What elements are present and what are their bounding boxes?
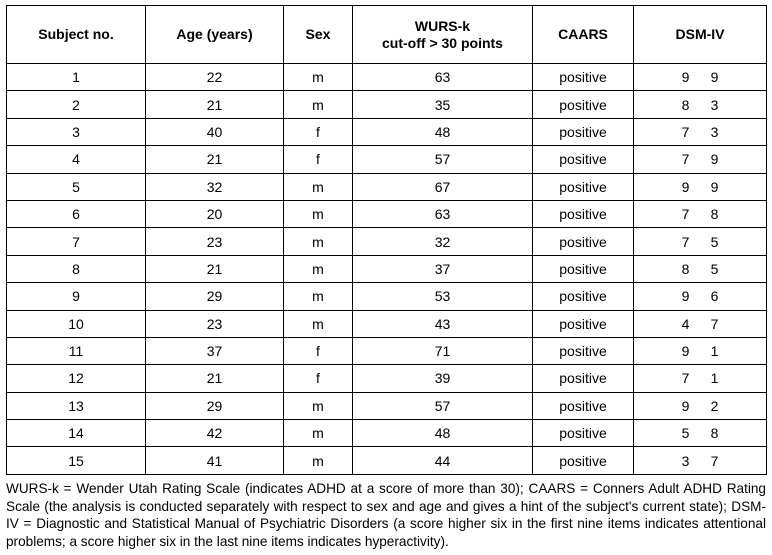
caars-cell: positive [533, 91, 634, 118]
sex-cell: m [284, 200, 353, 227]
table-row [7, 365, 767, 392]
age-cell: 21 [146, 365, 284, 392]
table-row [7, 173, 767, 200]
caars-cell: positive [533, 337, 634, 364]
dsm-iv-hyperactivity-score: 3 [710, 123, 719, 140]
dsm-iv-cell [634, 64, 767, 91]
dsm-iv-cell [634, 228, 767, 255]
dsm-iv-hyperactivity-score: 5 [710, 260, 719, 277]
age-cell: 23 [146, 228, 284, 255]
subject-cell: 9 [7, 283, 146, 310]
sex-cell: f [284, 118, 353, 145]
subject-cell: 15 [7, 447, 146, 474]
sex-cell: m [284, 447, 353, 474]
dsm-iv-cell [634, 255, 767, 282]
dsm-iv-hyperactivity-score: 6 [710, 288, 719, 305]
subject-cell: 2 [7, 91, 146, 118]
dsm-iv-cell [634, 337, 767, 364]
header-caars: CAARS [533, 6, 634, 64]
subject-table [6, 5, 767, 475]
sex-cell: f [284, 365, 353, 392]
dsm-iv-hyperactivity-score: 7 [710, 452, 719, 469]
subject-cell: 11 [7, 337, 146, 364]
header-subject-no: Subject no. [7, 6, 146, 64]
dsm-iv-hyperactivity-score: 7 [710, 315, 719, 332]
age-cell: 37 [146, 337, 284, 364]
dsm-iv-attention-score: 5 [681, 425, 690, 442]
wurs-k-cell: 67 [353, 173, 533, 200]
wurs-k-cell: 57 [353, 146, 533, 173]
table-footnote: WURS-k = Wender Utah Rating Scale (indicates ADHD at a score of more than 30); CAARS = Conners Adult ADHD Rating Scale (the analysis is conducted separately with respect to sex and age and gives a hint of the subject's current state); DSM-IV = Diagnostic and Statistical Manual of Psychiatric Disorders (a score higher six in the first nine items indicates attentional problems; a score higher six in the last nine items indicates hyperactivity). [6, 481, 766, 549]
wurs-k-cell: 53 [353, 283, 533, 310]
table-row [7, 91, 767, 118]
caars-cell: positive [533, 447, 634, 474]
dsm-iv-cell [634, 420, 767, 447]
dsm-iv-hyperactivity-score: 3 [710, 96, 719, 113]
caars-cell: positive [533, 146, 634, 173]
caars-cell: positive [533, 173, 634, 200]
dsm-iv-cell [634, 365, 767, 392]
dsm-iv-cell [634, 173, 767, 200]
table-row [7, 420, 767, 447]
table-row [7, 146, 767, 173]
dsm-iv-attention-score: 7 [681, 370, 690, 387]
table-row [7, 392, 767, 419]
dsm-iv-attention-score: 7 [681, 233, 690, 250]
dsm-iv-hyperactivity-score: 1 [710, 370, 719, 387]
subject-table-container [6, 5, 766, 475]
age-cell: 20 [146, 200, 284, 227]
wurs-k-cell: 63 [353, 200, 533, 227]
dsm-iv-cell [634, 200, 767, 227]
dsm-iv-hyperactivity-score: 9 [710, 69, 719, 86]
caars-cell: positive [533, 64, 634, 91]
age-cell: 32 [146, 173, 284, 200]
table-body [7, 64, 767, 475]
dsm-iv-attention-score: 9 [681, 288, 690, 305]
age-cell: 21 [146, 146, 284, 173]
caars-cell: positive [533, 255, 634, 282]
dsm-iv-cell [634, 447, 767, 474]
dsm-iv-hyperactivity-score: 8 [710, 206, 719, 223]
sex-cell: m [284, 392, 353, 419]
subject-cell: 14 [7, 420, 146, 447]
caars-cell: positive [533, 392, 634, 419]
subject-cell: 10 [7, 310, 146, 337]
dsm-iv-cell [634, 146, 767, 173]
table-row [7, 337, 767, 364]
wurs-k-cell: 32 [353, 228, 533, 255]
header-sex: Sex [284, 6, 353, 64]
age-cell: 23 [146, 310, 284, 337]
wurs-k-cell: 43 [353, 310, 533, 337]
age-cell: 41 [146, 447, 284, 474]
table-row [7, 283, 767, 310]
header-age: Age (years) [146, 6, 284, 64]
dsm-iv-attention-score: 7 [681, 123, 690, 140]
dsm-iv-cell [634, 118, 767, 145]
dsm-iv-hyperactivity-score: 1 [710, 343, 719, 360]
sex-cell: m [284, 173, 353, 200]
dsm-iv-cell [634, 91, 767, 118]
wurs-k-cell: 48 [353, 118, 533, 145]
dsm-iv-hyperactivity-score: 9 [710, 151, 719, 168]
sex-cell: f [284, 146, 353, 173]
dsm-iv-attention-score: 8 [681, 260, 690, 277]
sex-cell: m [284, 255, 353, 282]
sex-cell: m [284, 420, 353, 447]
header-wurs-k-title: WURS-k [414, 17, 471, 34]
wurs-k-cell: 48 [353, 420, 533, 447]
subject-cell: 12 [7, 365, 146, 392]
dsm-iv-hyperactivity-score: 8 [710, 425, 719, 442]
dsm-iv-attention-score: 9 [681, 69, 690, 86]
dsm-iv-attention-score: 7 [681, 151, 690, 168]
sex-cell: m [284, 310, 353, 337]
table-header-row [7, 6, 767, 64]
wurs-k-cell: 35 [353, 91, 533, 118]
subject-cell: 4 [7, 146, 146, 173]
table-row [7, 228, 767, 255]
dsm-iv-cell [634, 283, 767, 310]
age-cell: 22 [146, 64, 284, 91]
table-row [7, 64, 767, 91]
table-row [7, 255, 767, 282]
dsm-iv-attention-score: 7 [681, 206, 690, 223]
age-cell: 40 [146, 118, 284, 145]
caars-cell: positive [533, 118, 634, 145]
caars-cell: positive [533, 310, 634, 337]
dsm-iv-attention-score: 9 [681, 397, 690, 414]
sex-cell: f [284, 337, 353, 364]
dsm-iv-attention-score: 3 [681, 452, 690, 469]
caars-cell: positive [533, 283, 634, 310]
age-cell: 21 [146, 91, 284, 118]
sex-cell: m [284, 91, 353, 118]
age-cell: 29 [146, 283, 284, 310]
dsm-iv-attention-score: 4 [681, 315, 690, 332]
table-row [7, 447, 767, 474]
caars-cell: positive [533, 365, 634, 392]
header-dsm-iv: DSM-IV [634, 6, 767, 64]
age-cell: 29 [146, 392, 284, 419]
dsm-iv-attention-score: 9 [681, 178, 690, 195]
dsm-iv-attention-score: 8 [681, 96, 690, 113]
caars-cell: positive [533, 420, 634, 447]
wurs-k-cell: 39 [353, 365, 533, 392]
subject-cell: 8 [7, 255, 146, 282]
table-row [7, 310, 767, 337]
wurs-k-cell: 37 [353, 255, 533, 282]
caars-cell: positive [533, 200, 634, 227]
subject-cell: 7 [7, 228, 146, 255]
wurs-k-cell: 44 [353, 447, 533, 474]
dsm-iv-hyperactivity-score: 9 [710, 178, 719, 195]
age-cell: 42 [146, 420, 284, 447]
sex-cell: m [284, 228, 353, 255]
subject-cell: 6 [7, 200, 146, 227]
age-cell: 21 [146, 255, 284, 282]
sex-cell: m [284, 283, 353, 310]
header-wurs-k [353, 6, 533, 64]
wurs-k-cell: 57 [353, 392, 533, 419]
wurs-k-cell: 63 [353, 64, 533, 91]
subject-cell: 5 [7, 173, 146, 200]
sex-cell: m [284, 64, 353, 91]
wurs-k-cell: 71 [353, 337, 533, 364]
subject-cell: 1 [7, 64, 146, 91]
subject-cell: 13 [7, 392, 146, 419]
dsm-iv-cell [634, 310, 767, 337]
dsm-iv-hyperactivity-score: 5 [710, 233, 719, 250]
table-row [7, 118, 767, 145]
subject-cell: 3 [7, 118, 146, 145]
table-row [7, 200, 767, 227]
dsm-iv-attention-score: 9 [681, 343, 690, 360]
dsm-iv-hyperactivity-score: 2 [710, 397, 719, 414]
dsm-iv-cell [634, 392, 767, 419]
header-wurs-k-cutoff: cut-off > 30 points [382, 34, 503, 51]
caars-cell: positive [533, 228, 634, 255]
